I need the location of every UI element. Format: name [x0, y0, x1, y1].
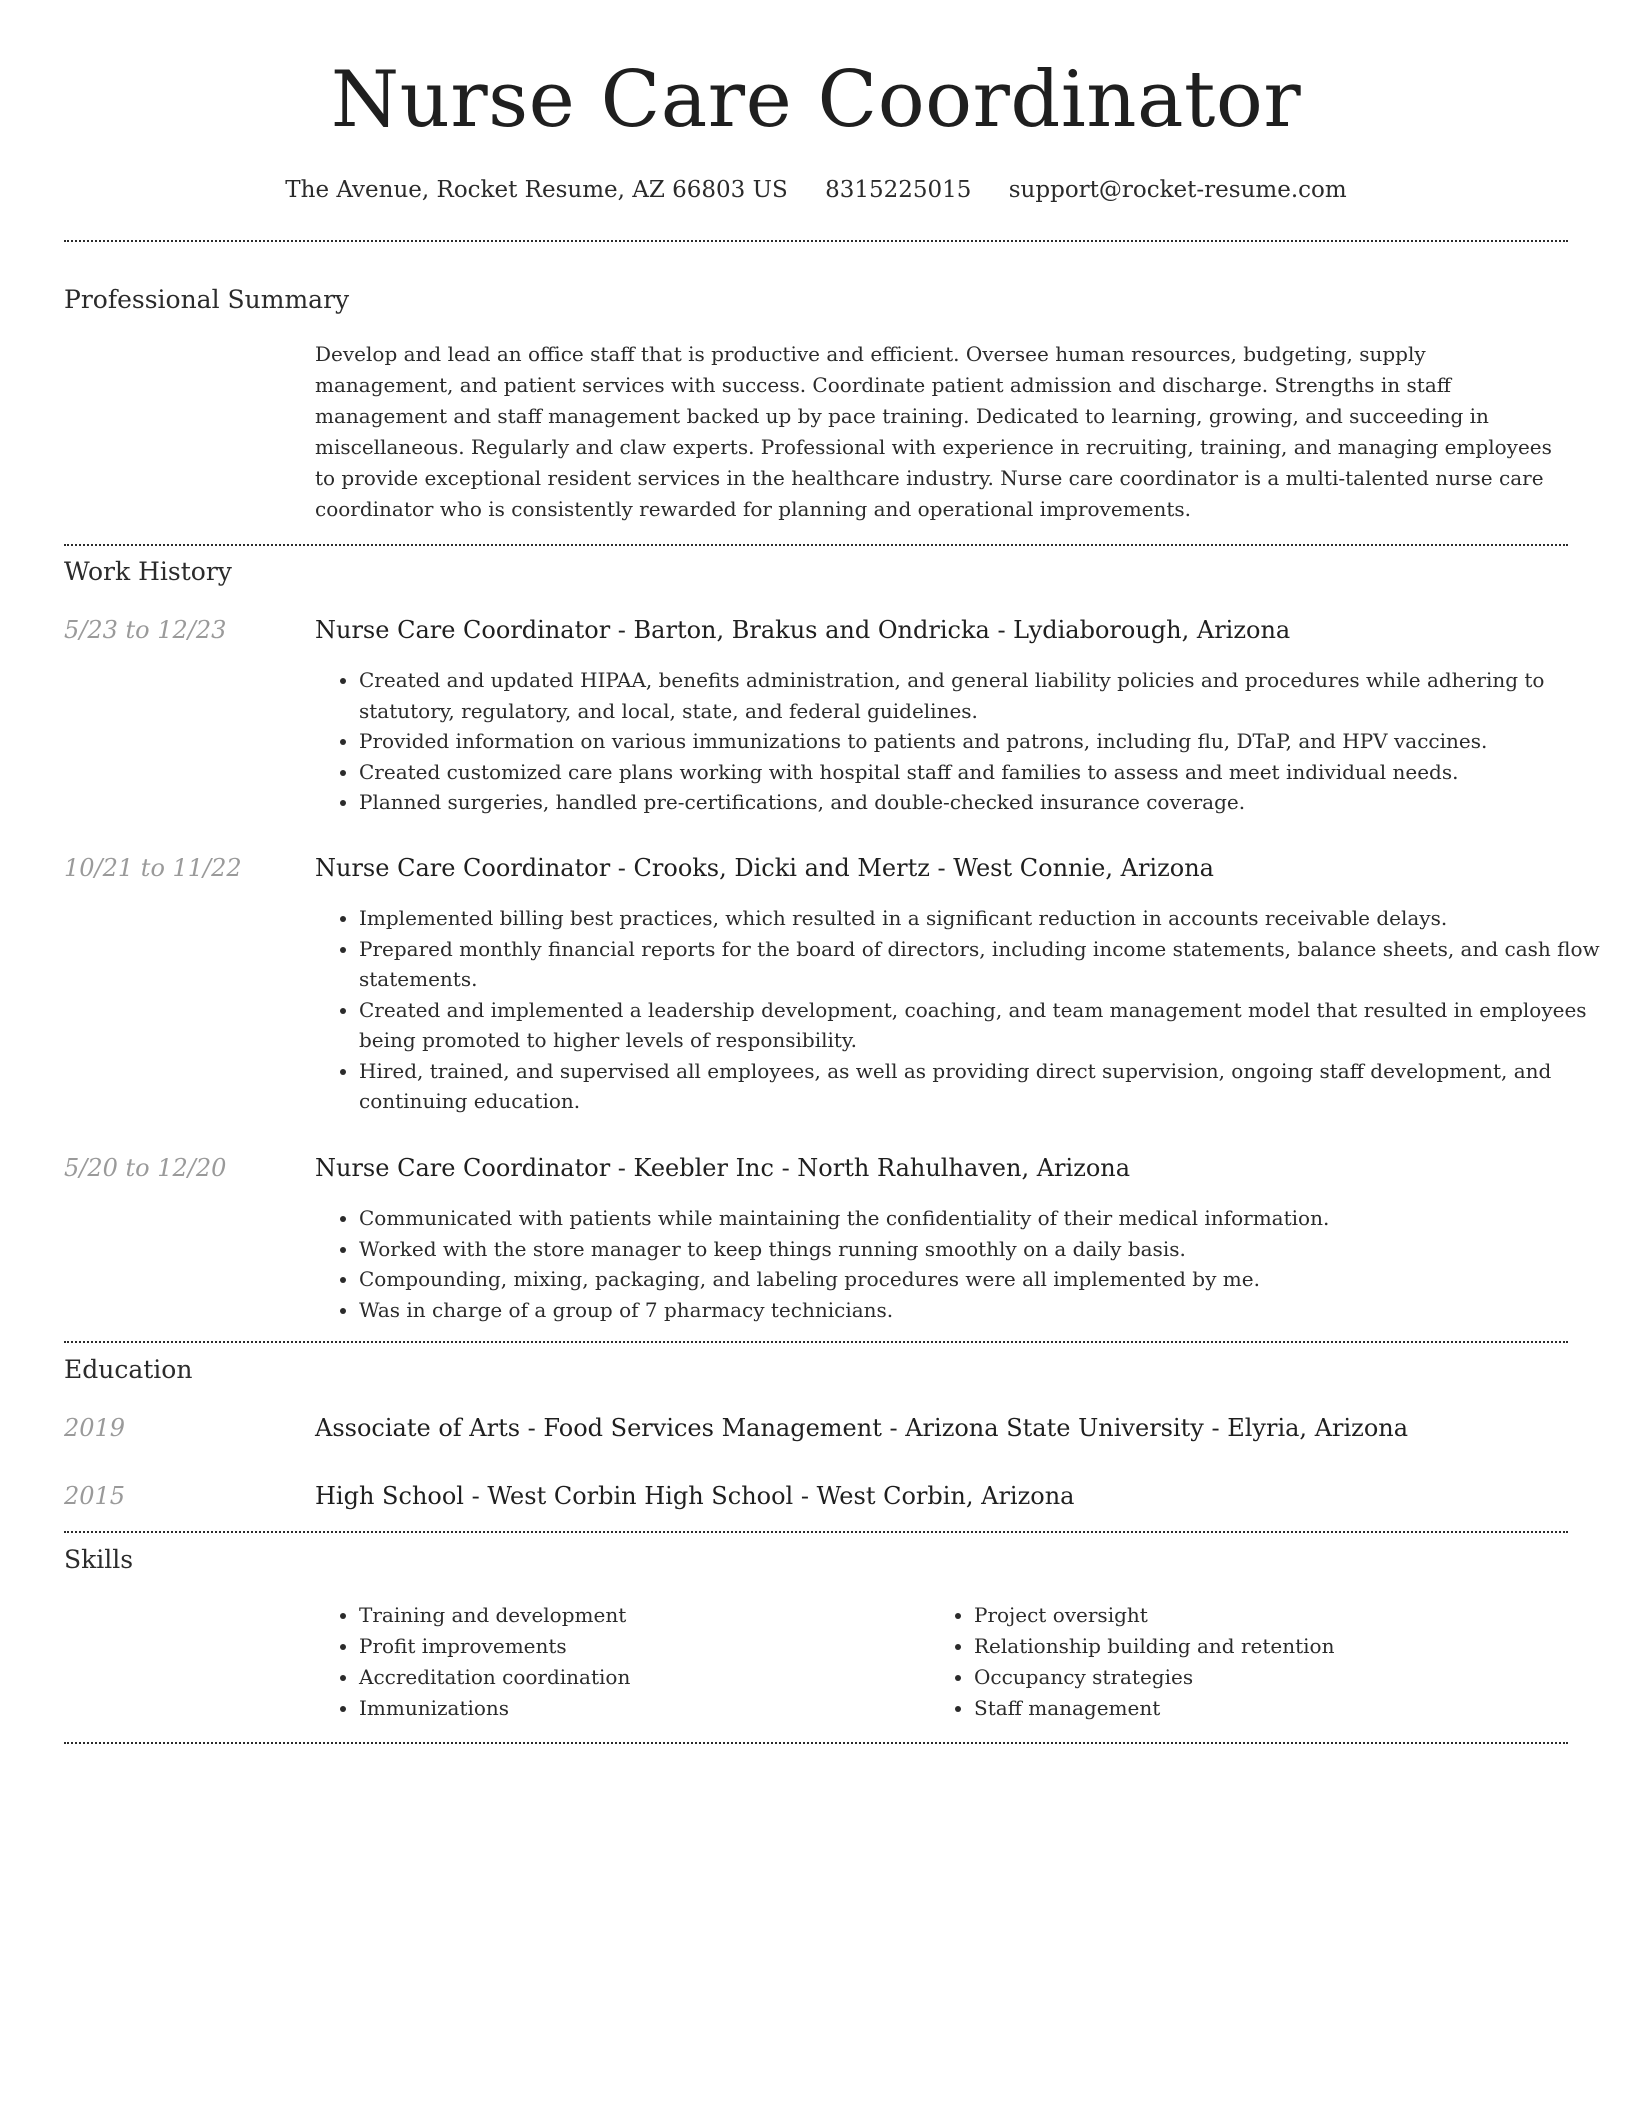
- skill-item: • Accreditation coordination: [359, 1662, 929, 1693]
- section-title-summary: Professional Summary: [64, 285, 350, 314]
- skill-item: • Relationship building and retention: [974, 1631, 1574, 1662]
- job-bullet: • Created customized care plans working with hospital staff and families to assess and meet individual needs.: [359, 757, 1612, 788]
- contact-email: support@rocket-resume.com: [1008, 177, 1347, 203]
- education-heading: Associate of Arts - Food Services Management - Arizona State University - Elyria, Arizona: [315, 1414, 1409, 1442]
- skill-item: • Occupancy strategies: [974, 1662, 1574, 1693]
- job-bullet: • Planned surgeries, handled pre-certifications, and double-checked insurance coverage.: [359, 787, 1612, 818]
- job-bullet: • Compounding, mixing, packaging, and labeling procedures were all implemented by me.: [359, 1264, 1612, 1295]
- skill-item: • Training and development: [359, 1600, 929, 1631]
- job-dates: 10/21 to 11/22: [64, 854, 242, 882]
- contact-address: The Avenue, Rocket Resume, AZ 66803 US: [285, 177, 788, 203]
- divider: [64, 240, 1568, 242]
- skills-list-left: [315, 1600, 929, 1724]
- summary-text: Develop and lead an office staff that is productive and efficient. Oversee human resources, budgeting, supply management, and patient services with success. Coordinate patient admission and discharge. Strengths in staff management and staff management backed up by pace training. Dedicated to learning, growing, and succeeding in miscellaneous. Regularly and claw experts. Professional with experience in recruiting, training, and managing employees to provide exceptional resident services in the healthcare industry. Nurse care coordinator is a multi-talented nurse care coordinator who is consistently rewarded for planning and operational improvements.: [315, 342, 1552, 521]
- job-bullets: [315, 665, 1612, 818]
- candidate-name: Nurse Care Coordinator: [330, 55, 1302, 145]
- job-bullets: [315, 903, 1612, 1117]
- job-heading: Nurse Care Coordinator - Keebler Inc - North Rahulhaven, Arizona: [315, 1154, 1131, 1182]
- job-bullet: • Created and updated HIPAA, benefits administration, and general liability policies and procedures while adhering to statutory, regulatory, and local, state, and federal guidelines.: [359, 665, 1612, 726]
- divider: [64, 1341, 1568, 1343]
- skills-list-right: [930, 1600, 1574, 1724]
- job-bullet: • Provided information on various immunizations to patients and patrons, including flu, DTaP, and HPV vaccines.: [359, 726, 1612, 757]
- job-dates: 5/23 to 12/23: [64, 616, 227, 644]
- job-dates: 5/20 to 12/20: [64, 1154, 227, 1182]
- divider: [64, 1531, 1568, 1533]
- job-bullet: • Implemented billing best practices, which resulted in a significant reduction in accounts receivable delays.: [359, 903, 1612, 934]
- education-heading: High School - West Corbin High School - West Corbin, Arizona: [315, 1482, 1075, 1510]
- skill-item: • Project oversight: [974, 1600, 1574, 1631]
- job-bullet: • Created and implemented a leadership development, coaching, and team management model that resulted in employees being promoted to higher levels of responsibility.: [359, 995, 1612, 1056]
- skill-item: • Profit improvements: [359, 1631, 929, 1662]
- education-year: 2015: [64, 1482, 126, 1510]
- job-heading: Nurse Care Coordinator - Barton, Brakus and Ondricka - Lydiaborough, Arizona: [315, 616, 1291, 644]
- section-title-work-history: Work History: [64, 557, 232, 586]
- job-bullets: [315, 1203, 1612, 1325]
- contact-line: [64, 170, 1568, 210]
- job-bullet: • Hired, trained, and supervised all employees, as well as providing direct supervision, ongoing staff development, and continuing education.: [359, 1056, 1612, 1117]
- section-title-education: Education: [64, 1355, 193, 1384]
- divider: [64, 1742, 1568, 1744]
- skill-item: • Immunizations: [359, 1693, 929, 1724]
- job-bullet: • Communicated with patients while maintaining the confidentiality of their medical information.: [359, 1203, 1612, 1234]
- education-year: 2019: [64, 1414, 126, 1442]
- contact-phone: 8315225015: [825, 177, 972, 203]
- job-heading: Nurse Care Coordinator - Crooks, Dicki and Mertz - West Connie, Arizona: [315, 854, 1214, 882]
- divider: [64, 544, 1568, 546]
- job-bullet: • Prepared monthly financial reports for the board of directors, including income statements, balance sheets, and cash flow statements.: [359, 934, 1612, 995]
- job-bullet: • Worked with the store manager to keep things running smoothly on a daily basis.: [359, 1234, 1612, 1265]
- skill-item: • Staff management: [974, 1693, 1574, 1724]
- section-title-skills: Skills: [64, 1545, 134, 1574]
- job-bullet: • Was in charge of a group of 7 pharmacy technicians.: [359, 1295, 1612, 1326]
